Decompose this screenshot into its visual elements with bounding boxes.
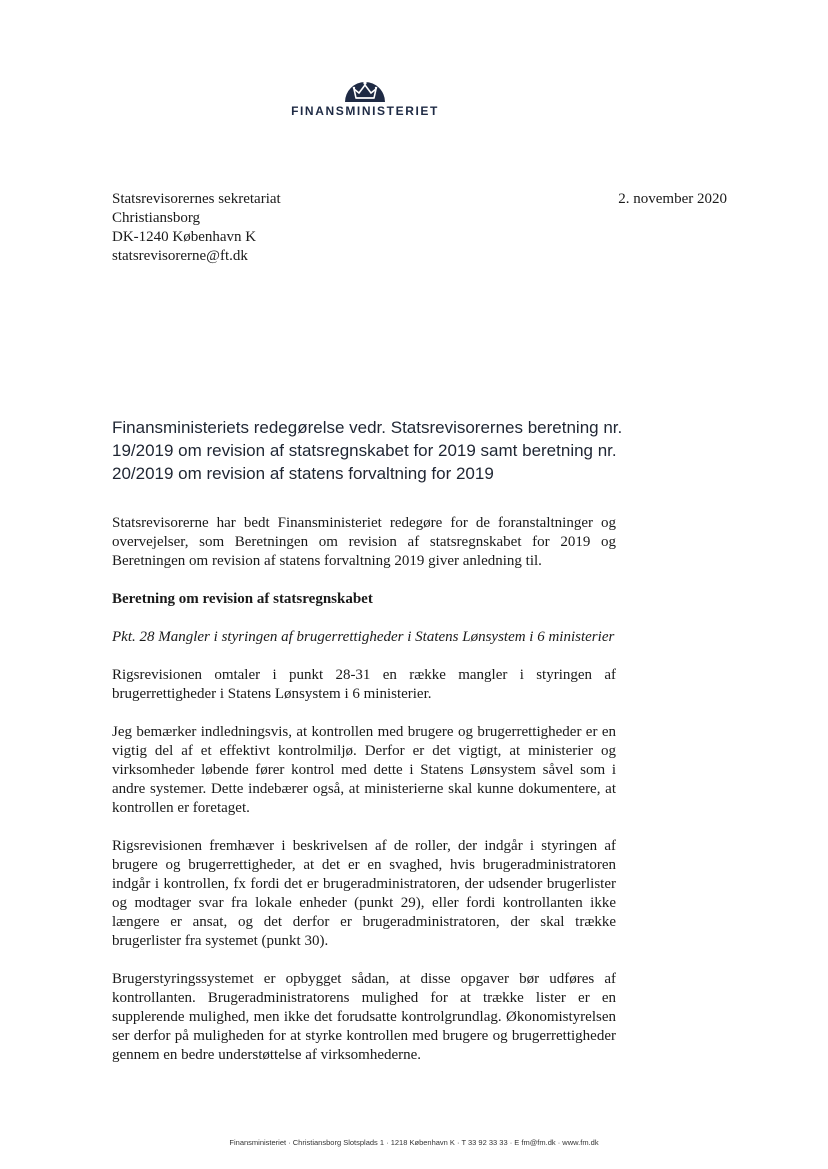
- letterhead-logo: [280, 74, 450, 118]
- section-heading: Beretning om revision af statsregnskabet: [112, 591, 373, 607]
- recipient-email: statsrevisorerne@ft.dk: [112, 248, 248, 264]
- crown-icon: [343, 74, 387, 102]
- section-subheading: Pkt. 28 Mangler i styringen af brugerrettigheder i Statens Lønsystem i 6 ministerier: [112, 629, 615, 645]
- document-title: Finansministeriets redegørelse vedr. Statsrevisorernes beretning nr. 19/2019 om revision af statsregnskabet for 2019 samt beretning nr. 20/2019 om revision af statens forvaltning for 2019: [112, 418, 623, 483]
- ministry-name: FINANSMINISTERIET: [291, 104, 439, 118]
- recipient-line: DK-1240 København K: [112, 229, 257, 245]
- intro-paragraph: Statsrevisorerne har bedt Finansministeriet redegøre for de foranstaltninger og overvejelser, som Beretningen om revision af statsregnskabet for 2019 og Beretningen om revision af statens forvaltning 2019 giver anledning til.: [112, 515, 616, 569]
- recipient-line: Christiansborg: [112, 210, 201, 226]
- body-paragraph: Rigsrevisionen fremhæver i beskrivelsen af de roller, der indgår i styringen af brugere og brugerrettigheder, at det er en svaghed, hvis brugeradministratoren indgår i kontrollen, fx fordi det er brugeradministratoren, der udsender brugerlister og modtager svar fra lokale enheder (punkt 29), eller fordi kontrollanten ikke længere er ansat, og det derfor er brugeradministratoren, der skal trække brugerlister fra systemet (punkt 30).: [112, 838, 616, 949]
- footer-contact: Finansministeriet · Christiansborg Slotsplads 1 · 1218 København K · T 33 92 33 33 · E fm@fm.dk · www.fm.dk: [229, 1138, 599, 1147]
- body-paragraph: Brugerstyringssystemet er opbygget sådan, at disse opgaver bør udføres af kontrollanten. Brugeradministratorens mulighed for at trække lister er en supplerende mulighed, men ikke det forudsatte kontrolgrundlag. Økonomistyrelsen ser derfor på muligheden for at styrke kontrollen med brugere og brugerrettigheder gennem en bedre understøttelse af virksomhederne.: [112, 971, 616, 1063]
- recipient-address: [112, 190, 281, 266]
- letter-date: 2. november 2020: [618, 191, 727, 207]
- body-paragraph: Jeg bemærker indledningsvis, at kontrollen med brugere og brugerrettigheder er en vigtig del af et effektivt kontrolmiljø. Derfor er det vigtigt, at ministerier og virksomheder løbende fører kontrol med dette i Statens Lønsystem såvel som i andre systemer. Dette indebærer også, at ministerierne skal kunne dokumentere, at kontrollen er foretaget.: [112, 724, 616, 816]
- letter-body: [112, 514, 616, 1065]
- recipient-line: Statsrevisorernes sekretariat: [112, 191, 281, 207]
- body-paragraph: Rigsrevisionen omtaler i punkt 28-31 en række mangler i styringen af brugerrettigheder i Statens Lønsystem i 6 ministerier.: [112, 667, 616, 702]
